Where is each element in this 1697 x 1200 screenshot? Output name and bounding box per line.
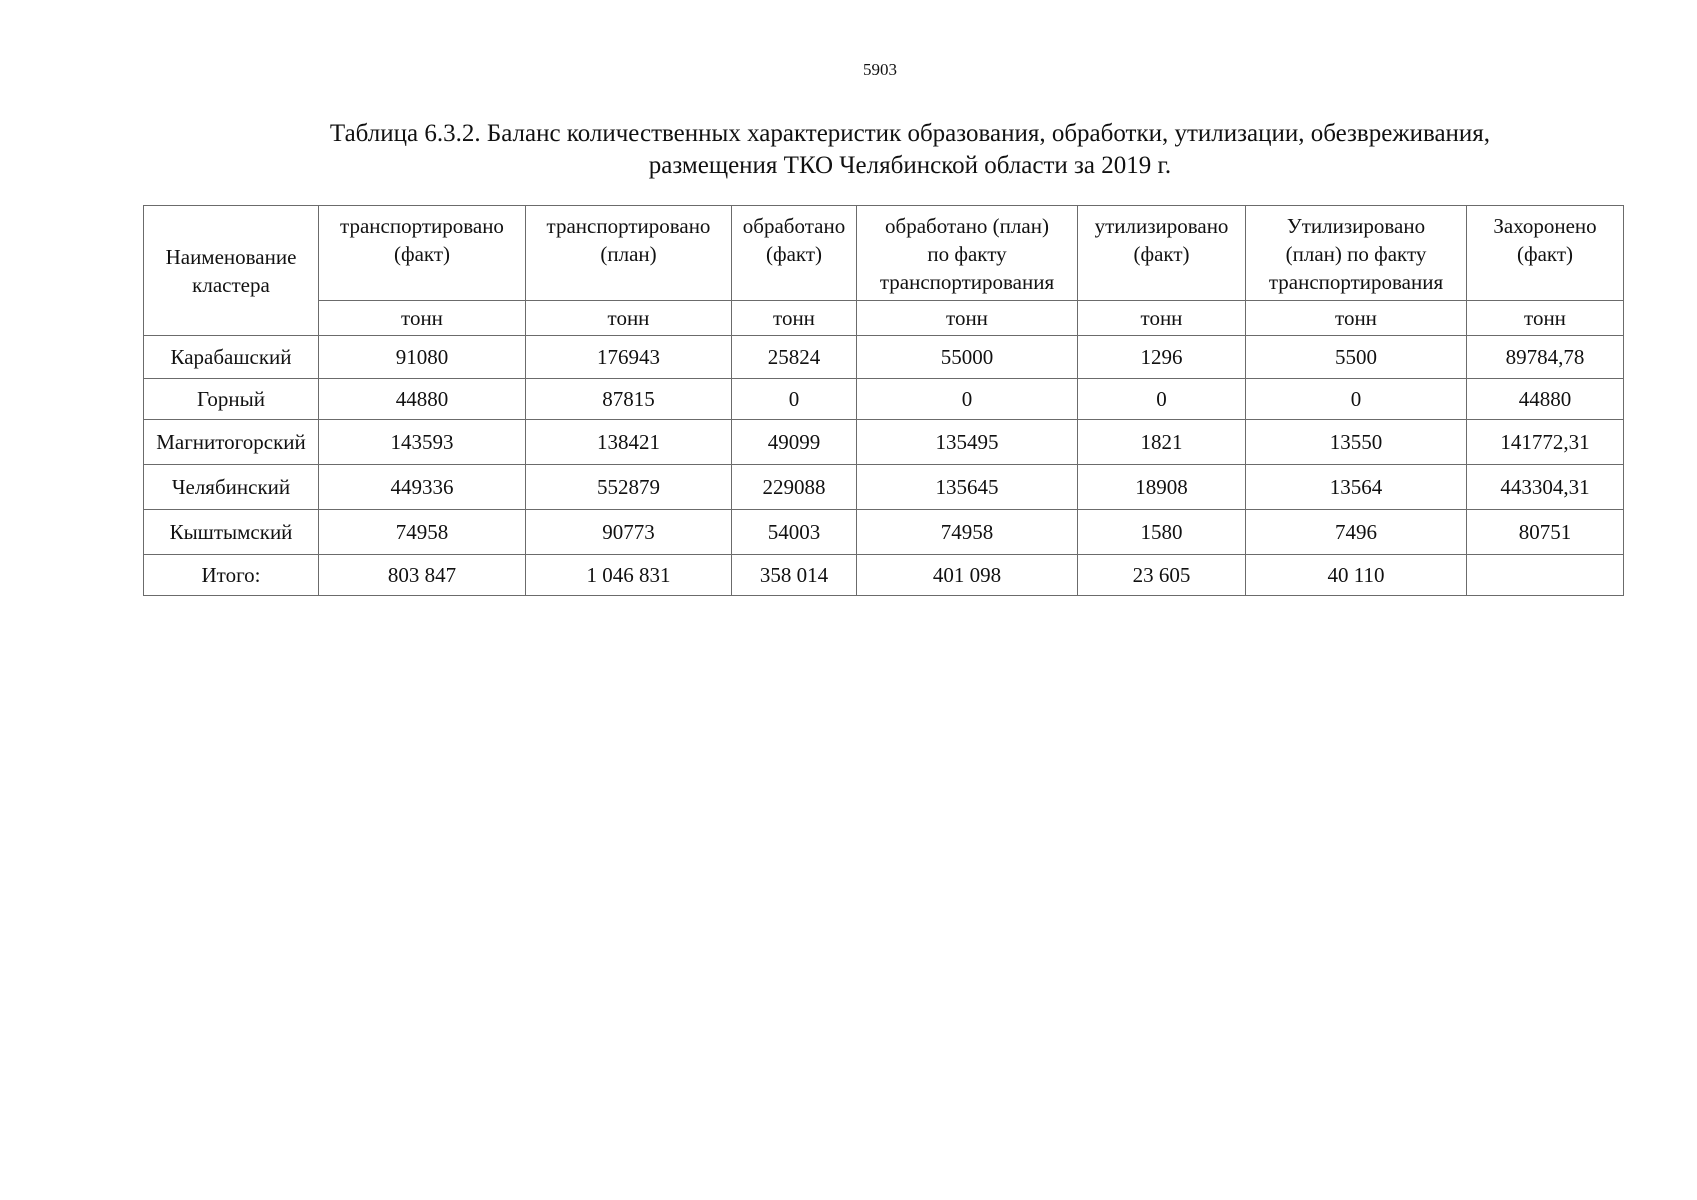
column-header (1467, 206, 1624, 301)
total-value-cell: 358 014 (732, 555, 857, 596)
header-line: (факт) (1516, 242, 1574, 266)
total-value-cell: 401 098 (857, 555, 1078, 596)
value-cell: 74958 (319, 510, 526, 555)
page-number: 5903 (863, 60, 897, 79)
cluster-name-cell: Карабашский (144, 336, 319, 379)
cluster-name-cell: Горный (144, 379, 319, 420)
unit-cell: тонн (526, 301, 732, 336)
header-line: (факт) (1133, 242, 1190, 266)
table-row (144, 420, 1624, 465)
table-row (144, 336, 1624, 379)
unit-cell: тонн (1246, 301, 1467, 336)
caption-line-1: Таблица 6.3.2. Баланс количественных характеристик образования, обработки, утилизации, обезвреживания, (329, 120, 1491, 147)
header-line: (факт) (393, 242, 451, 266)
unit-cell: тонн (1078, 301, 1246, 336)
unit-cell: тонн (732, 301, 857, 336)
value-cell: 55000 (857, 336, 1078, 379)
value-cell: 74958 (857, 510, 1078, 555)
value-cell: 80751 (1467, 510, 1624, 555)
header-line: Утилизировано (1286, 214, 1426, 238)
value-cell: 443304,31 (1467, 465, 1624, 510)
header-line: (факт) (765, 242, 823, 266)
value-cell: 18908 (1078, 465, 1246, 510)
value-cell: 0 (1078, 379, 1246, 420)
header-line: транспортирования (879, 270, 1055, 294)
unit-cell: тонн (1467, 301, 1624, 336)
value-cell: 54003 (732, 510, 857, 555)
header-line: (план) по факту (1285, 242, 1427, 266)
column-header (857, 206, 1078, 301)
balance-table (143, 205, 1624, 596)
table-row (144, 465, 1624, 510)
total-value-cell: 803 847 (319, 555, 526, 596)
value-cell: 91080 (319, 336, 526, 379)
value-cell: 0 (1246, 379, 1467, 420)
table-row (144, 379, 1624, 420)
unit-cell: тонн (319, 301, 526, 336)
value-cell: 449336 (319, 465, 526, 510)
caption-line-2: размещения ТКО Челябинской области за 2019 г. (648, 152, 1172, 179)
value-cell: 135645 (857, 465, 1078, 510)
value-cell: 44880 (319, 379, 526, 420)
header-line: по факту (927, 242, 1007, 266)
table-row (144, 510, 1624, 555)
header-line: обработано (план) (885, 214, 1049, 238)
value-cell: 13550 (1246, 420, 1467, 465)
unit-cell: тонн (857, 301, 1078, 336)
header-line: Захоронено (1493, 214, 1597, 238)
header-row (144, 206, 1624, 301)
total-value-cell: 1 046 831 (526, 555, 732, 596)
cluster-name-cell: Магнитогорский (144, 420, 319, 465)
value-cell: 135495 (857, 420, 1078, 465)
value-cell: 1296 (1078, 336, 1246, 379)
value-cell: 176943 (526, 336, 732, 379)
value-cell: 141772,31 (1467, 420, 1624, 465)
column-header (526, 206, 732, 301)
value-cell: 89784,78 (1467, 336, 1624, 379)
header-line: транспортировано (340, 214, 504, 238)
total-label-cell: Итого: (144, 555, 319, 596)
value-cell: 7496 (1246, 510, 1467, 555)
header-line: транспортировано (546, 214, 711, 238)
value-cell: 0 (857, 379, 1078, 420)
value-cell: 5500 (1246, 336, 1467, 379)
value-cell: 0 (732, 379, 857, 420)
value-cell: 138421 (526, 420, 732, 465)
value-cell: 44880 (1467, 379, 1624, 420)
value-cell: 1580 (1078, 510, 1246, 555)
cluster-name-header (144, 206, 319, 336)
unit-row (144, 301, 1624, 336)
table-caption (230, 118, 1590, 182)
value-cell: 90773 (526, 510, 732, 555)
value-cell: 87815 (526, 379, 732, 420)
value-cell: 229088 (732, 465, 857, 510)
header-line: транспортирования (1268, 270, 1444, 294)
total-row (144, 555, 1624, 596)
total-value-cell (1467, 555, 1624, 596)
cluster-name-cell: Кыштымский (144, 510, 319, 555)
header-line: Наименование (165, 244, 297, 269)
cluster-name-cell: Челябинский (144, 465, 319, 510)
column-header (1078, 206, 1246, 301)
column-header (1246, 206, 1467, 301)
column-header (319, 206, 526, 301)
header-line: кластера (192, 272, 270, 297)
header-line: утилизировано (1094, 214, 1229, 238)
value-cell: 552879 (526, 465, 732, 510)
header-line: обработано (742, 214, 846, 238)
value-cell: 1821 (1078, 420, 1246, 465)
total-value-cell: 40 110 (1246, 555, 1467, 596)
value-cell: 143593 (319, 420, 526, 465)
value-cell: 49099 (732, 420, 857, 465)
column-header (732, 206, 857, 301)
header-line: (план) (600, 242, 657, 266)
value-cell: 13564 (1246, 465, 1467, 510)
total-value-cell: 23 605 (1078, 555, 1246, 596)
value-cell: 25824 (732, 336, 857, 379)
